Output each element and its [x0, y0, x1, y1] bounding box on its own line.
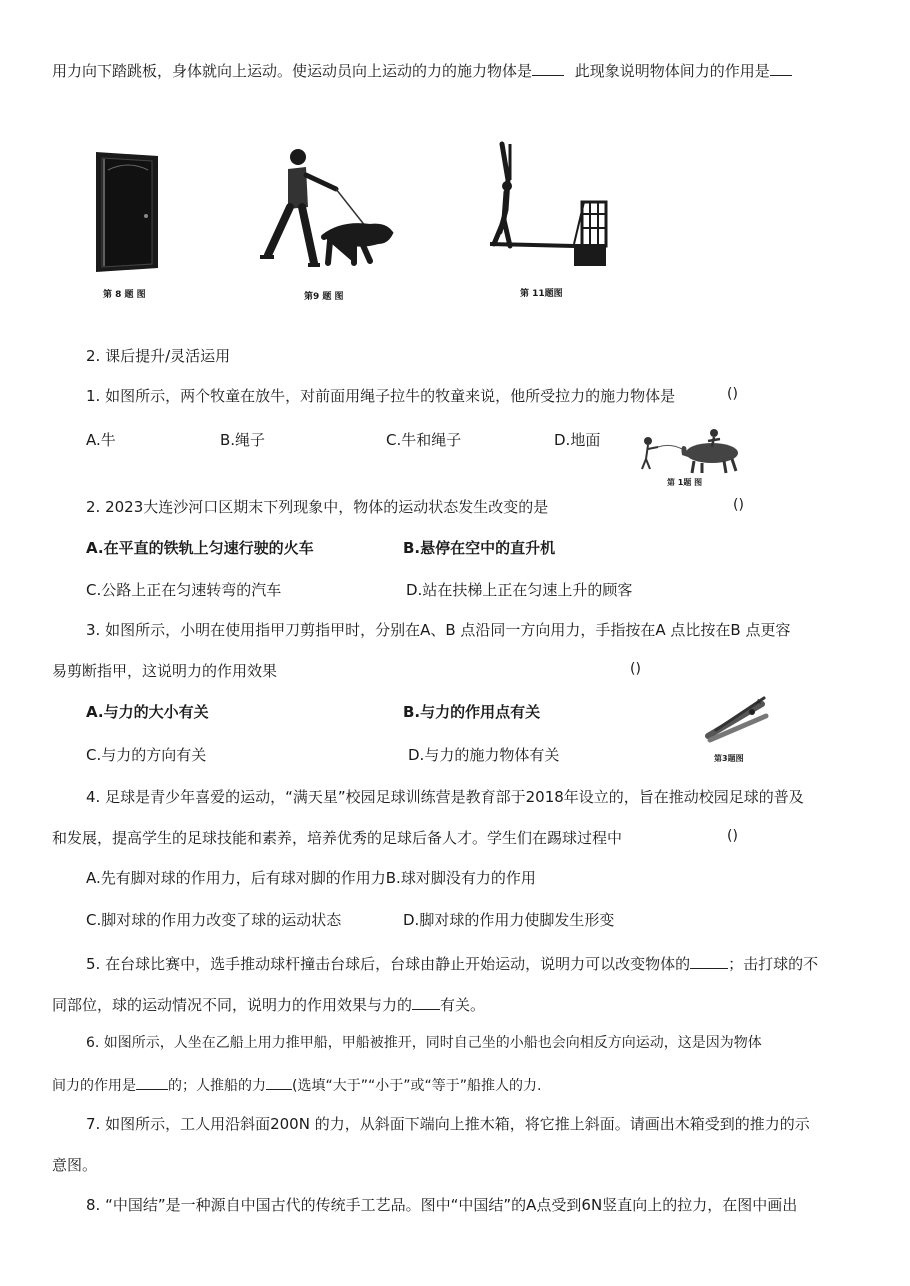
q5-text: 有关。 — [440, 996, 486, 1014]
q3-option-a[interactable]: A.与力的大小有关 — [86, 703, 209, 721]
answer-paren[interactable]: () — [733, 497, 744, 513]
door-figure — [94, 150, 164, 275]
diver-figure — [488, 140, 613, 270]
question-6-line2 — [52, 1074, 541, 1096]
svg-text:A: A — [756, 698, 761, 706]
q3-option-c[interactable]: C.与力的方向有关 — [86, 746, 207, 764]
question-1-stem: 1. 如图所示，两个牧童在放牛，对前面用绳子拉牛的牧童来说，他所受拉力的施力物体是 — [86, 387, 676, 405]
q2-option-d[interactable]: D.站在扶梯上正在匀速上升的顾客 — [406, 581, 633, 599]
fig11-caption: 第 11题图 — [520, 289, 563, 299]
q1-figure-caption: 第 1题 图 — [667, 478, 703, 487]
q5-text: 5. 在台球比赛中，选手推动球杆撞击台球后，台球由静止开始运动，说明力可以改变物体的 — [86, 955, 691, 973]
intro-line — [52, 60, 792, 81]
answer-paren[interactable]: () — [727, 828, 738, 844]
intro-text-b: 此现象说明物体间力的作用是 — [574, 62, 770, 80]
intro-text-a: 用力向下踏跳板，身体就向上运动。使运动员向上运动的力的施力物体是 — [52, 62, 533, 80]
q6-text: 间力的作用是 — [52, 1078, 136, 1094]
question-7-line2: 意图。 — [52, 1156, 98, 1174]
cowherd-figure — [640, 425, 748, 475]
q3-option-b[interactable]: B.与力的作用点有关 — [403, 703, 541, 721]
q3-figure-caption: 第3题图 — [714, 754, 744, 763]
q1-option-c[interactable]: C.牛和绳子 — [386, 431, 462, 449]
question-4-stem-line2: 和发展，提高学生的足球技能和素养，培养优秀的足球后备人才。学生们在踢球过程中 — [52, 829, 623, 847]
answer-blank[interactable] — [532, 60, 564, 76]
question-5-line1 — [86, 953, 818, 974]
answer-paren[interactable]: () — [727, 386, 738, 402]
q2-option-c[interactable]: C.公路上正在匀速转弯的汽车 — [86, 581, 282, 599]
q5-text: ；击打球的不 — [728, 955, 819, 973]
q4-option-c[interactable]: C.脚对球的作用力改变了球的运动状态 — [86, 911, 342, 929]
q6-text: 的；人推船的力 — [168, 1078, 266, 1094]
q2-option-a[interactable]: A.在平直的铁轨上匀速行驶的火车 — [86, 539, 314, 557]
question-3-stem-line2: 易剪断指甲，这说明力的作用效果 — [52, 662, 278, 680]
question-5-line2 — [52, 994, 485, 1015]
q1-option-b[interactable]: B.绳子 — [220, 431, 266, 449]
fig9-caption: 第9 题 图 — [304, 292, 344, 302]
q4-option-d[interactable]: D.脚对球的作用力使脚发生形变 — [403, 911, 615, 929]
answer-blank[interactable] — [770, 60, 792, 76]
question-3-stem-line1: 3. 如图所示，小明在使用指甲刀剪指甲时，分别在A、B 点沿同一方向用力，手指按在A 点比按在B 点更容 — [86, 621, 791, 639]
section-heading: 2. 课后提升/灵活运用 — [86, 347, 231, 365]
fig8-caption: 第 8 题 图 — [103, 290, 146, 300]
question-2-stem: 2. 2023大连沙河口区期末下列现象中，物体的运动状态发生改变的是 — [86, 498, 549, 516]
answer-paren[interactable]: () — [630, 661, 641, 677]
answer-blank[interactable] — [412, 994, 440, 1010]
q3-option-d[interactable]: D.与力的施力物体有关 — [408, 746, 560, 764]
q6-text: (选填“大于”“小于”或“等于”船推人的力. — [292, 1078, 542, 1094]
q4-option-ab[interactable]: A.先有脚对球的作用力，后有球对脚的作用力B.球对脚没有力的作用 — [86, 869, 536, 887]
walking-dog-figure — [258, 145, 398, 270]
question-8-line1: 8. “中国结”是一种源自中国古代的传统手工艺品。图中“中国结”的A点受到6N竖直向上的拉力，在图中画出 — [86, 1196, 798, 1214]
nail-clipper-figure — [704, 694, 774, 744]
answer-blank[interactable] — [266, 1074, 292, 1090]
question-7-line1: 7. 如图所示，工人用沿斜面200N 的力，从斜面下端向上推木箱，将它推上斜面。请画出木箱受到的推力的示 — [86, 1115, 810, 1133]
q1-option-d[interactable]: D.地面 — [554, 431, 601, 449]
q1-option-a[interactable]: A.牛 — [86, 431, 116, 449]
q2-option-b[interactable]: B.悬停在空中的直升机 — [403, 539, 556, 557]
answer-blank[interactable] — [690, 953, 728, 969]
question-4-stem-line1: 4. 足球是青少年喜爱的运动，“满天星”校园足球训练营是教育部于2018年设立的，旨在推动校园足球的普及 — [86, 788, 804, 806]
question-6-line1: 6. 如图所示，人坐在乙船上用力推甲船，甲船被推开，同时自己坐的小船也会向相反方向运动，这是因为物体 — [86, 1035, 762, 1051]
q5-text: 同部位，球的运动情况不同，说明力的作用效果与力的 — [52, 996, 413, 1014]
answer-blank[interactable] — [136, 1074, 168, 1090]
